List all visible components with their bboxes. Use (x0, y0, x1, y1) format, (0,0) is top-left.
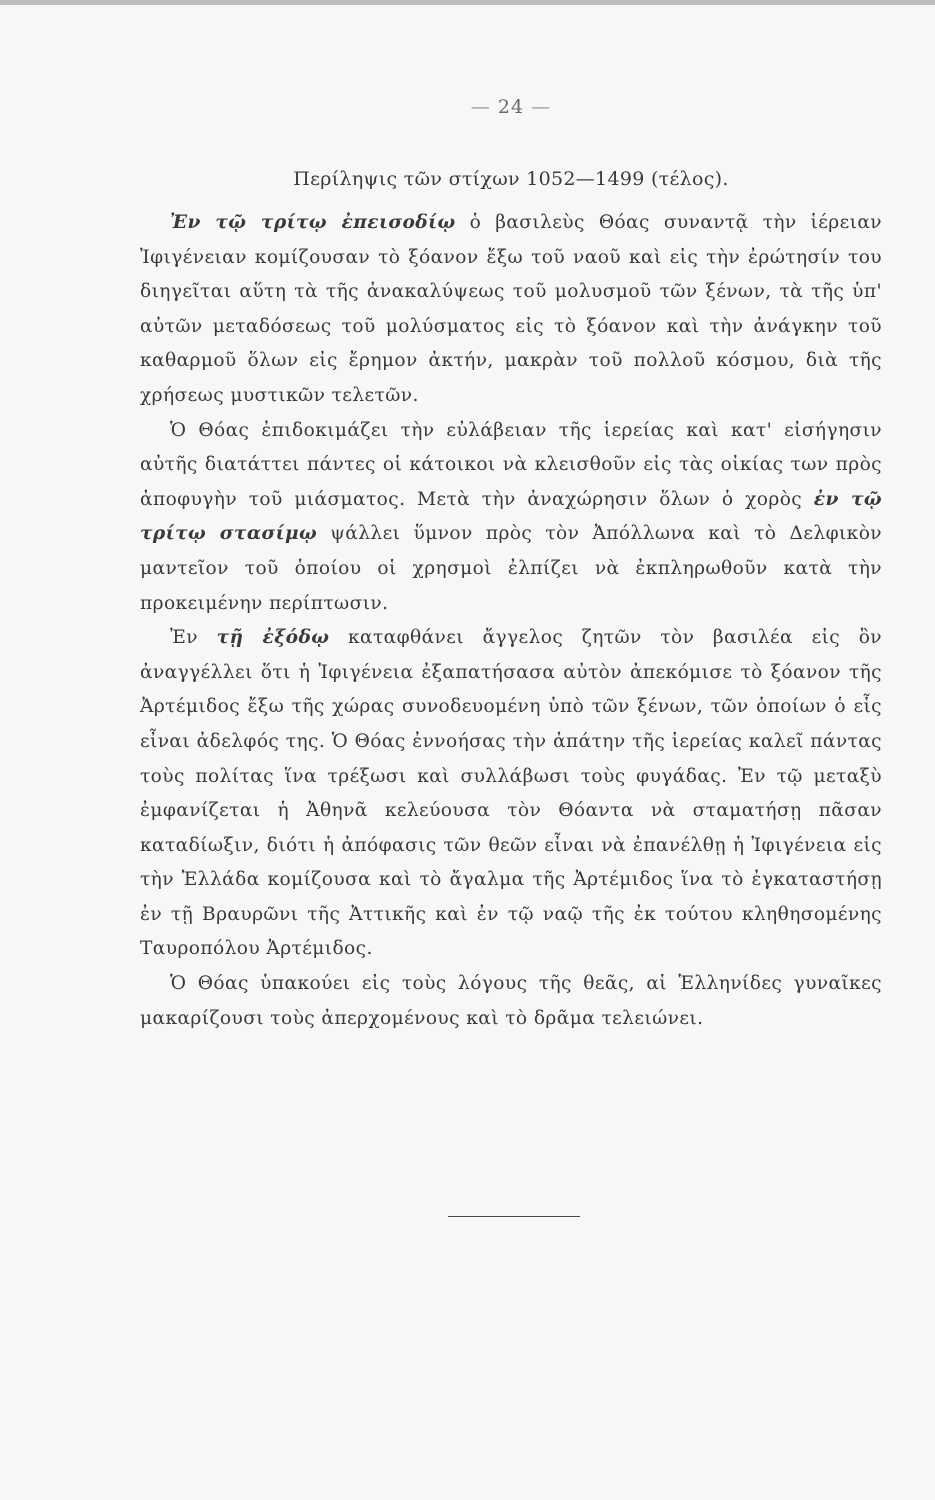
end-rule-divider (448, 1216, 580, 1217)
page-number-value: 24 (497, 96, 525, 118)
section-heading: Περίληψις τῶν στίχων 1052—1499 (τέλος). (293, 168, 729, 190)
scan-top-edge (0, 0, 935, 5)
page-number-dash-left: — (470, 96, 491, 118)
paragraph-text: καταφθάνει ἄγγελος ζητῶν τὸν βασιλέα εἰς ὃν ἀναγγέλλει ὅτι ἡ Ἰφιγένεια ἐξαπατήσασα αὐτὸν ἀπεκόμισε τὸ ξόανον τῆς Ἀρτέμιδος ἔξω τῆς χώρας συνοδευομένη ὑπὸ τῶν ξένων, τῶν ὁποίων ὁ εἷς εἶναι ἀδελφός της. Ὁ Θόας ἐννοήσας τὴν ἀπάτην τῆς ἱερείας καλεῖ πάντας τοὺς πολίτας ἵνα τρέξωσι καὶ συλλάβωσι τοὺς φυγάδας. Ἐν τῷ μεταξὺ ἐμφανίζεται ἡ Ἀθηνᾶ κελεύουσα τὸν Θόαντα νὰ σταματήσῃ πᾶσαν καταδίωξιν, διότι ἡ ἀπόφασις τῶν θεῶν εἶναι νὰ ἐπανέλθῃ ἡ Ἰφιγένεια εἰς τὴν Ἑλλάδα κομίζουσα καὶ τὸ ἄγαλμα τῆς Ἀρτέμιδος ἵνα τὸ ἐγκαταστήσῃ ἐν τῇ Βραυρῶνι τῆς Ἀττικῆς καὶ ἐν τῷ ναῷ τῆς ἐκ τούτου κληθησομένης Ταυροπόλου Ἀρτέμιδος. (140, 627, 882, 960)
paragraph-text: ὁ βασιλεὺς Θόας συναντᾷ τὴν ἱέρειαν Ἰφιγένειαν κομίζουσαν τὸ ξόανον ἔξω τοῦ ναοῦ καὶ εἰς τὴν ἐρώτησίν του διηγεῖται αὕτη τὰ τῆς ἀνακαλύψεως τοῦ μολυσμοῦ τῶν ξένων, τὰ τῆς ὑπ' αὐτῶν μεταδόσεως τοῦ μολύσματος εἰς τὸ ξόανον καὶ τὴν ἀνάγκην τοῦ καθαρμοῦ ὅλων εἰς ἔρημον ἀκτήν, μακρὰν τοῦ πολλοῦ κόσμου, διὰ τῆς χρήσεως μυστικῶν τελετῶν. (140, 212, 882, 406)
term-exodos: τῇ ἐξόδῳ (216, 627, 330, 649)
summary-text (140, 206, 882, 1036)
page-number-dash-right: — (531, 96, 552, 118)
paragraph-ending (140, 967, 882, 1036)
term-third-stasimon: ἐν τῷ τρίτῳ στασίμῳ (140, 488, 882, 545)
paragraph-text: Ἐν (170, 627, 217, 649)
paragraph-text: ψάλλει ὕμνον πρὸς τὸν Ἀπόλλωνα καὶ τὸ Δελφικὸν μαντεῖον τοῦ ὁποίου οἱ χρησμοὶ ἐλπίζει νὰ ἐκπληρωθοῦν κατὰ τὴν προκειμένην περίπτωσιν. (140, 523, 882, 614)
book-page (140, 96, 882, 1036)
page-number (140, 96, 882, 126)
term-third-episode: Ἐν τῷ τρίτῳ ἐπεισοδίῳ (170, 212, 456, 233)
paragraph-text: Ὁ Θόας ὑπακούει εἰς τοὺς λόγους τῆς θεᾶς, αἱ Ἑλληνίδες γυναῖκες μακαρίζουσι τοὺς ἀπερχομένους καὶ τὸ δρᾶμα τελειώνει. (140, 973, 882, 1029)
paragraph-exodos (140, 621, 882, 967)
paragraph-text: Ὁ Θόας ἐπιδοκιμάζει τὴν εὐλάβειαν τῆς ἱερείας καὶ κατ' εἰσήγησιν αὐτῆς διατάττει πάντες οἱ κάτοικοι νὰ κλεισθοῦν εἰς τὰς οἰκίας των πρὸς ἀποφυγὴν τοῦ μιάσματος. Μετὰ τὴν ἀναχώρησιν ὅλων ὁ χορὸς (140, 419, 882, 510)
paragraph-thoas-approves (140, 414, 882, 622)
paragraph-third-episode (140, 206, 882, 414)
